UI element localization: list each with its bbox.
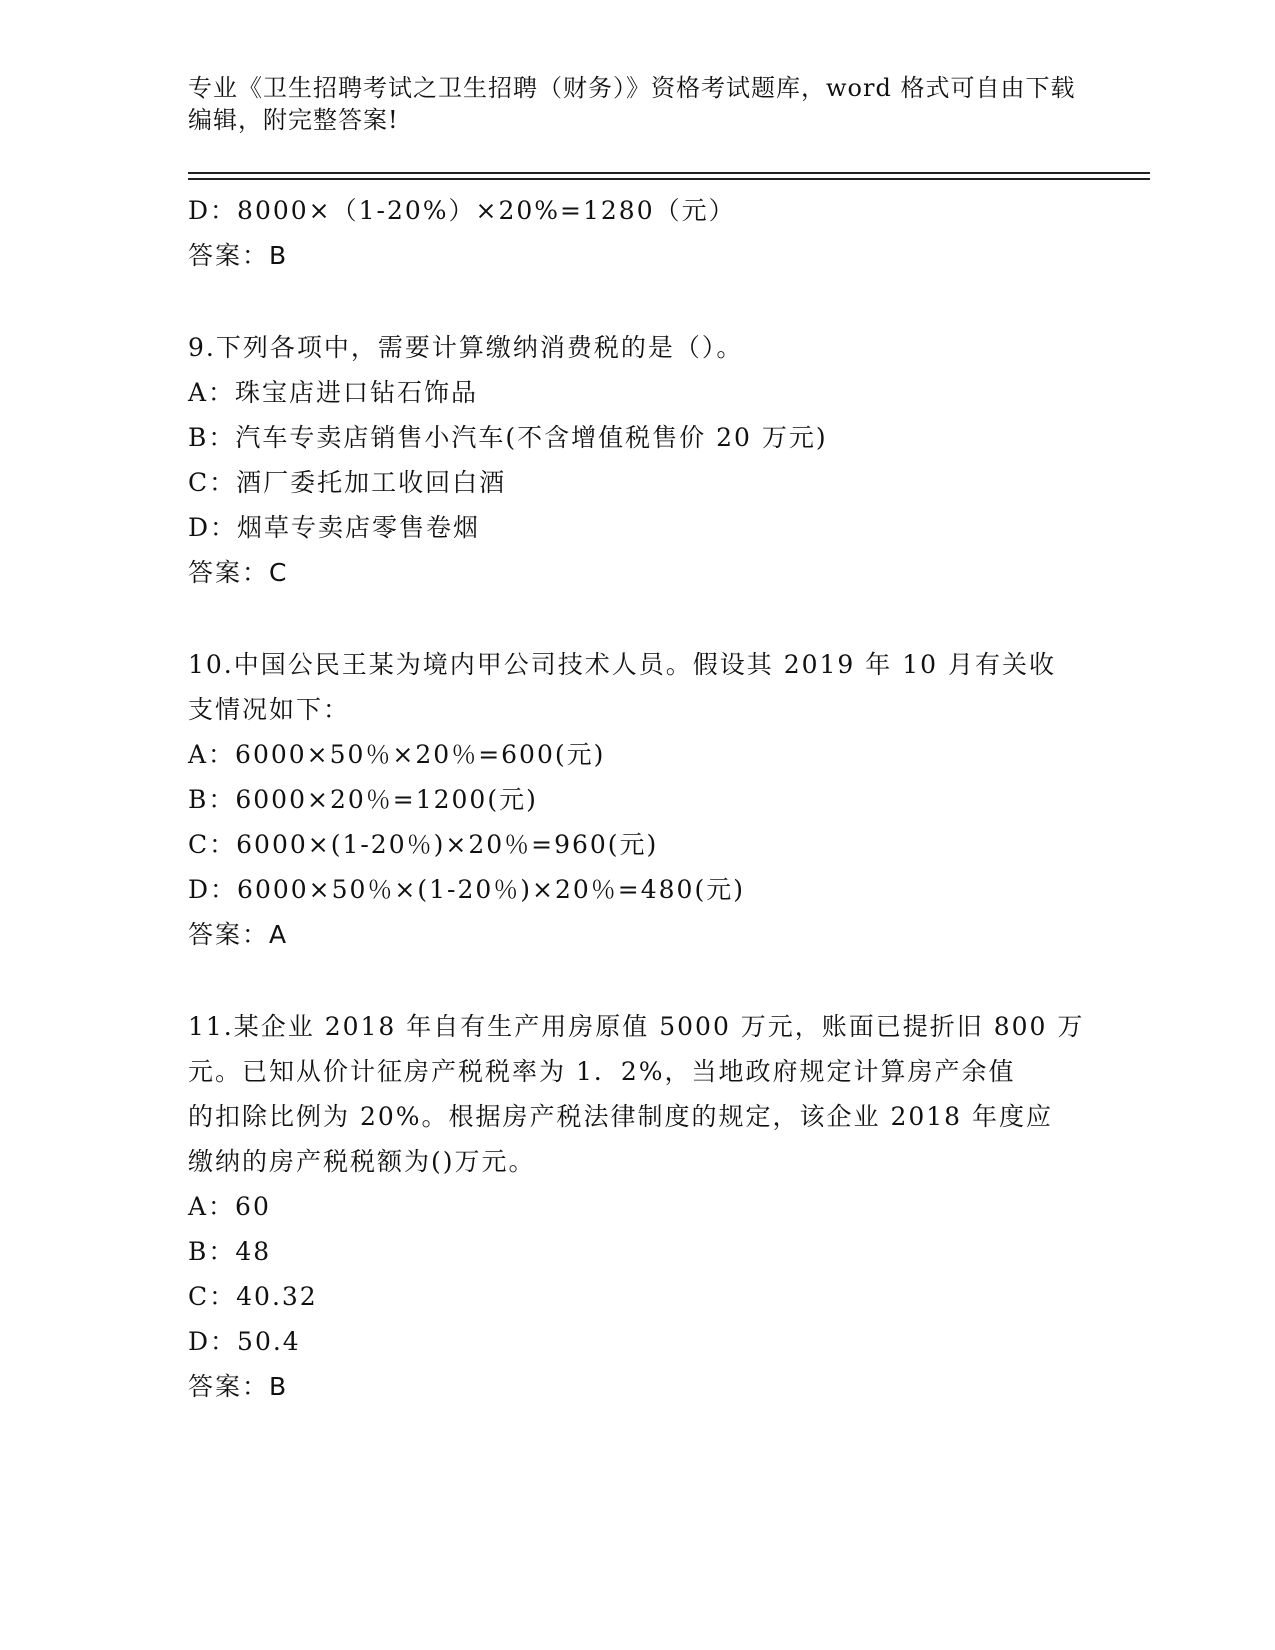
- option-d: D：烟草专卖店零售卷烟: [188, 513, 481, 542]
- document-header: [188, 72, 1088, 136]
- answer: 答案：A: [188, 920, 289, 949]
- option-a: A：60: [188, 1192, 271, 1221]
- question-stem: 9.下列各项中，需要计算缴纳消费税的是（）。: [188, 333, 744, 362]
- option-c: C：酒厂委托加工收回白酒: [188, 468, 507, 497]
- option-d: D：50.4: [188, 1327, 301, 1356]
- header-line-2: 编辑，附完整答案!: [188, 106, 399, 134]
- header-rule-bottom: [188, 178, 1150, 180]
- spacer: [188, 595, 1088, 642]
- option-a: A：6000×50％×20％=600(元): [188, 740, 606, 769]
- option-b: B：汽车专卖店销售小汽车(不含增值税售价 20 万元): [188, 423, 828, 452]
- spacer: [188, 957, 1088, 1004]
- option-d: D：6000×50％×(1-20％)×20％=480(元): [188, 875, 745, 904]
- question-stem-line-4: 缴纳的房产税税额为()万元。: [188, 1147, 536, 1176]
- header-rule-top: [188, 172, 1150, 174]
- question-content: [188, 188, 1088, 1409]
- option-b: B：6000×20％=1200(元): [188, 785, 538, 814]
- question-stem-line-2: 元。已知从价计征房产税税率为 1．2%，当地政府规定计算房产余值: [188, 1057, 1016, 1086]
- answer: 答案：B: [188, 1372, 289, 1401]
- option-b: B：48: [188, 1237, 272, 1266]
- option-a: A：珠宝店进口钻石饰品: [188, 378, 479, 407]
- prev-answer: 答案：B: [188, 241, 289, 270]
- question-9: [188, 325, 1088, 595]
- question-stem-line-3: 的扣除比例为 20%。根据房产税法律制度的规定，该企业 2018 年度应: [188, 1102, 1054, 1131]
- answer: 答案：C: [188, 558, 289, 587]
- question-stem-line-1: 11.某企业 2018 年自有生产用房原值 5000 万元，账面已提折旧 800 万: [188, 1012, 1085, 1041]
- question-stem-line-2: 支情况如下：: [188, 695, 351, 724]
- question-11: [188, 1004, 1088, 1409]
- question-10: [188, 642, 1088, 957]
- prev-option-d: D：8000×（1-20%）×20%=1280（元）: [188, 196, 736, 225]
- option-c: C：6000×(1-20％)×20％=960(元): [188, 830, 659, 859]
- header-line-1: 专业《卫生招聘考试之卫生招聘（财务）》资格考试题库，word 格式可自由下载: [188, 74, 1076, 102]
- spacer: [188, 278, 1088, 325]
- question-stem-line-1: 10.中国公民王某为境内甲公司技术人员。假设其 2019 年 10 月有关收: [188, 650, 1056, 679]
- option-c: C：40.32: [188, 1282, 318, 1311]
